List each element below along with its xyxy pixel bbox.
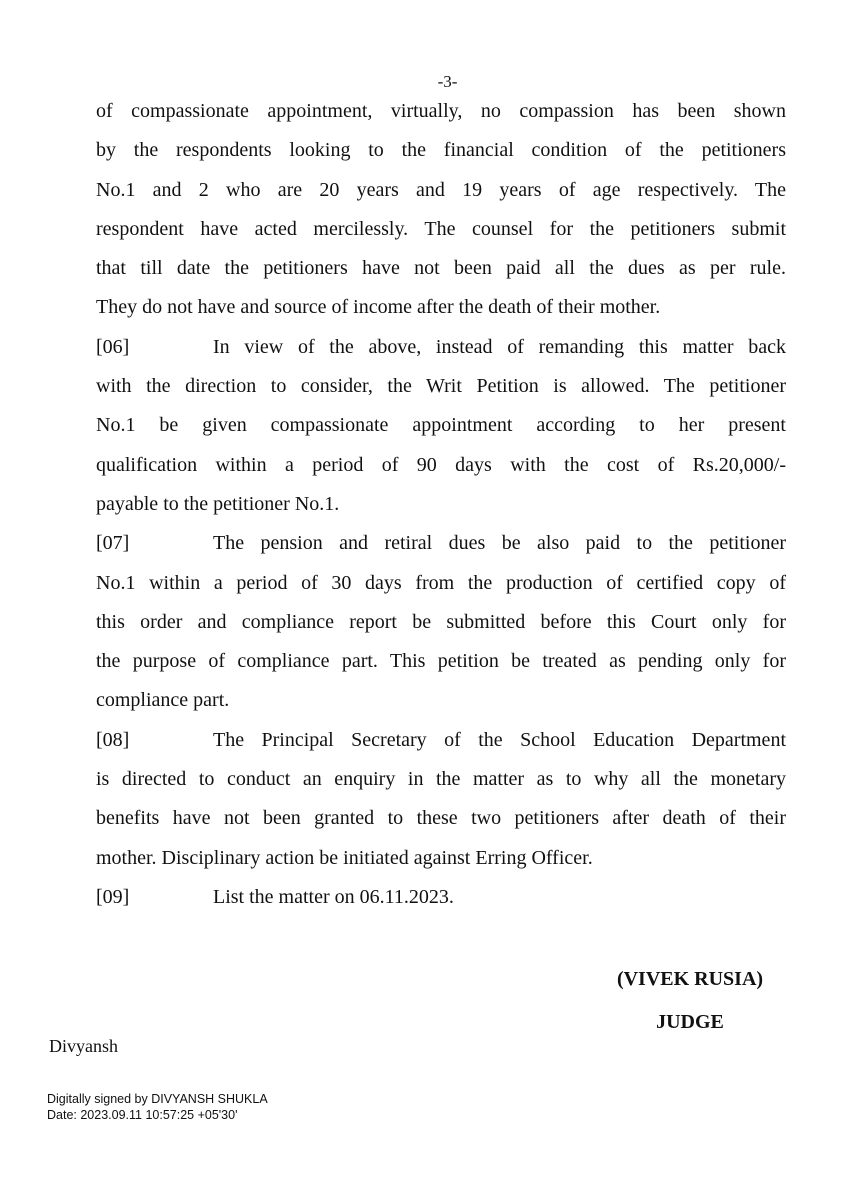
line-text: benefits have not been granted to these two petitioners after death of their bbox=[96, 807, 786, 830]
text-line bbox=[96, 210, 786, 249]
text-line bbox=[96, 681, 786, 720]
text-line bbox=[96, 564, 786, 603]
line-text: by the respondents looking to the financial condition of the petitioners bbox=[96, 139, 786, 162]
paragraph-start-line bbox=[96, 878, 786, 917]
paragraph-number: [08] bbox=[96, 728, 130, 751]
text-line bbox=[96, 367, 786, 406]
text-line bbox=[96, 92, 786, 131]
digital-signature-date: Date: 2023.09.11 10:57:25 +05'30' bbox=[47, 1108, 238, 1122]
text-line bbox=[96, 171, 786, 210]
judge-name: (VIVEK RUSIA) bbox=[616, 968, 764, 990]
line-text: mother. Disciplinary action be initiated against Erring Officer. bbox=[96, 846, 593, 869]
clerk-initials: Divyansh bbox=[49, 1036, 118, 1056]
text-line bbox=[96, 249, 786, 288]
page-number: -3- bbox=[437, 72, 458, 91]
text-line bbox=[96, 288, 786, 327]
text-line bbox=[96, 131, 786, 170]
paragraph-start-line bbox=[96, 328, 786, 367]
text-line bbox=[96, 642, 786, 681]
text-line bbox=[96, 406, 786, 445]
text-line bbox=[96, 799, 786, 838]
text-line bbox=[96, 603, 786, 642]
paragraph-number: [07] bbox=[96, 532, 130, 555]
paragraph-start-line bbox=[96, 524, 786, 563]
order-body bbox=[96, 92, 786, 917]
line-text: this order and compliance report be submitted before this Court only for bbox=[96, 610, 786, 633]
line-text: the purpose of compliance part. This petition be treated as pending only for bbox=[96, 650, 786, 673]
digital-signature-signer: Digitally signed by DIVYANSH SHUKLA bbox=[47, 1092, 268, 1106]
text-line bbox=[96, 760, 786, 799]
line-text: The Principal Secretary of the School Education Department bbox=[213, 728, 786, 751]
line-text: with the direction to consider, the Writ Petition is allowed. The petitioner bbox=[96, 375, 786, 398]
line-text: In view of the above, instead of remanding this matter back bbox=[213, 335, 786, 358]
line-text: No.1 be given compassionate appointment according to her present bbox=[96, 414, 786, 437]
judge-signature-block bbox=[560, 958, 820, 1044]
paragraph-number: [06] bbox=[96, 335, 130, 358]
line-text: of compassionate appointment, virtually, no compassion has been shown bbox=[96, 100, 786, 122]
line-text: List the matter on 06.11.2023. bbox=[213, 885, 454, 908]
line-text: that till date the petitioners have not been paid all the dues as per rule. bbox=[96, 257, 786, 280]
line-text: is directed to conduct an enquiry in the matter as to why all the monetary bbox=[96, 768, 786, 791]
line-text: respondent have acted mercilessly. The counsel for the petitioners submit bbox=[96, 217, 786, 240]
text-line bbox=[96, 446, 786, 485]
digital-signature-stamp bbox=[47, 1091, 268, 1123]
paragraph-number: [09] bbox=[96, 885, 130, 908]
line-text: payable to the petitioner No.1. bbox=[96, 492, 340, 515]
line-text: The pension and retiral dues be also paid to the petitioner bbox=[213, 532, 786, 555]
line-text: qualification within a period of 90 days with the cost of Rs.20,000/- bbox=[96, 453, 786, 476]
line-text: No.1 within a period of 30 days from the production of certified copy of bbox=[96, 571, 786, 594]
line-text: compliance part. bbox=[96, 689, 230, 712]
paragraph-start-line bbox=[96, 721, 786, 760]
line-text: They do not have and source of income after the death of their mother. bbox=[96, 296, 661, 319]
line-text: No.1 and 2 who are 20 years and 19 years of age respectively. The bbox=[96, 178, 786, 201]
judge-title: JUDGE bbox=[656, 1011, 724, 1033]
text-line bbox=[96, 839, 786, 878]
text-line bbox=[96, 485, 786, 524]
